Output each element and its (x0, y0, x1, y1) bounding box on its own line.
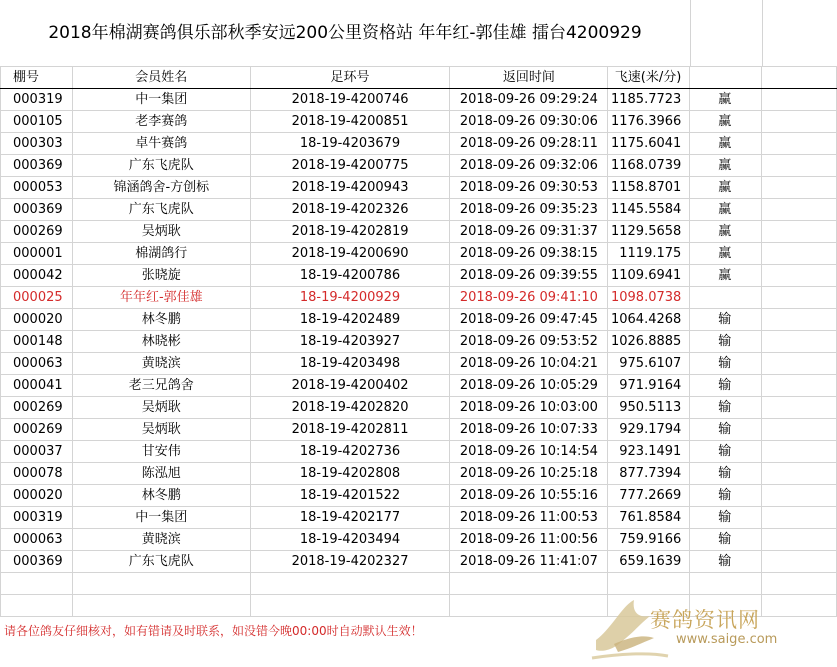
table-cell (762, 529, 837, 551)
table-cell (72, 573, 250, 595)
table-cell: 18-19-4202177 (250, 507, 450, 529)
table-cell (762, 463, 837, 485)
table-cell: 950.5113 (608, 397, 690, 419)
table-cell: 2018-09-26 09:30:06 (450, 111, 608, 133)
table-cell: 吴炳耿 (72, 221, 250, 243)
table-row (1, 111, 837, 133)
table-cell: 输 (690, 353, 762, 375)
table-cell: 000037 (1, 441, 73, 463)
table-cell: 000025 (1, 287, 73, 309)
table-cell: 输 (690, 419, 762, 441)
table-cell: 000148 (1, 331, 73, 353)
table-cell: 000041 (1, 375, 73, 397)
table-cell: 输 (690, 331, 762, 353)
table-row (1, 573, 837, 595)
column-header: 足环号 (250, 67, 450, 89)
table-cell: 黄晓滨 (72, 529, 250, 551)
table-cell (762, 485, 837, 507)
table-cell: 赢 (690, 111, 762, 133)
table-cell: 2018-09-26 09:31:37 (450, 221, 608, 243)
table-cell: 1145.5584 (608, 199, 690, 221)
table-cell: 1129.5658 (608, 221, 690, 243)
table-cell: 877.7394 (608, 463, 690, 485)
sheet-title: 2018年棉湖赛鸽俱乐部秋季安远200公里资格站 年年红-郭佳雄 擂台4200929 (48, 23, 642, 43)
table-row (1, 441, 837, 463)
table-cell: 输 (690, 463, 762, 485)
table-cell: 2018-09-26 11:00:53 (450, 507, 608, 529)
table-cell: 1185.7723 (608, 89, 690, 111)
table-row (1, 353, 837, 375)
table-cell (762, 111, 837, 133)
table-cell: 18-19-4203927 (250, 331, 450, 353)
table-cell: 2018-09-26 09:47:45 (450, 309, 608, 331)
table-cell: 000319 (1, 507, 73, 529)
table-cell: 777.2669 (608, 485, 690, 507)
table-cell: 18-19-4203498 (250, 353, 450, 375)
notice-text: 请各位鸽友仔细核对，如有错请及时联系，如没错今晚00:00时自动默认生效！ (4, 624, 423, 638)
table-cell: 000001 (1, 243, 73, 265)
table-cell: 老三兄鸽舍 (72, 375, 250, 397)
table-cell: 000269 (1, 397, 73, 419)
table-cell: 输 (690, 485, 762, 507)
table-cell: 2018-09-26 09:32:06 (450, 155, 608, 177)
table-cell: 000053 (1, 177, 73, 199)
table-cell (762, 287, 837, 309)
table-cell: 棉湖鸽行 (72, 243, 250, 265)
column-header (690, 67, 762, 89)
table-cell (762, 419, 837, 441)
table-cell: 林晓彬 (72, 331, 250, 353)
table-cell (762, 199, 837, 221)
table-cell (762, 397, 837, 419)
table-cell: 761.8584 (608, 507, 690, 529)
table-row (1, 507, 837, 529)
watermark-url: www.saige.com (676, 632, 778, 647)
table-cell: 广东飞虎队 (72, 155, 250, 177)
table-cell: 000063 (1, 529, 73, 551)
table-cell: 输 (690, 309, 762, 331)
table-cell: 2018-19-4202819 (250, 221, 450, 243)
table-cell: 2018-09-26 11:00:56 (450, 529, 608, 551)
table-cell: 输 (690, 441, 762, 463)
table-cell: 中一集团 (72, 507, 250, 529)
table-cell: 林冬鹏 (72, 309, 250, 331)
table-cell (690, 287, 762, 309)
table-cell (762, 309, 837, 331)
table-row (1, 265, 837, 287)
table-cell: 2018-09-26 10:04:21 (450, 353, 608, 375)
grid-line (690, 0, 691, 66)
table-cell: 000105 (1, 111, 73, 133)
table-cell: 1098.0738 (608, 287, 690, 309)
table-cell: 2018-19-4202326 (250, 199, 450, 221)
table-cell: 000020 (1, 485, 73, 507)
table-cell: 林冬鹏 (72, 485, 250, 507)
table-cell: 2018-19-4200775 (250, 155, 450, 177)
table-cell: 000063 (1, 353, 73, 375)
table-cell: 输 (690, 507, 762, 529)
table-cell: 锦涵鸽舍-方创标 (72, 177, 250, 199)
table-cell (762, 441, 837, 463)
table-row (1, 419, 837, 441)
table-cell: 18-19-4202736 (250, 441, 450, 463)
table-cell: 18-19-4201522 (250, 485, 450, 507)
table-cell (762, 177, 837, 199)
table-cell (72, 595, 250, 617)
table-cell: 2018-19-4200943 (250, 177, 450, 199)
table-cell: 2018-19-4202811 (250, 419, 450, 441)
table-cell (762, 265, 837, 287)
table-cell (690, 573, 762, 595)
table-cell (762, 133, 837, 155)
table-cell (762, 507, 837, 529)
table-cell: 971.9164 (608, 375, 690, 397)
table-row (1, 529, 837, 551)
table-row (1, 199, 837, 221)
table-cell: 赢 (690, 89, 762, 111)
table-row (1, 89, 837, 111)
table-cell: 赢 (690, 199, 762, 221)
table-cell: 000269 (1, 221, 73, 243)
table-cell: 陈泓旭 (72, 463, 250, 485)
table-cell: 赢 (690, 265, 762, 287)
table-cell: 2018-19-4202327 (250, 551, 450, 573)
table-cell: 2018-09-26 09:28:11 (450, 133, 608, 155)
table-cell: 2018-09-26 09:30:53 (450, 177, 608, 199)
table-cell (762, 551, 837, 573)
table-row (1, 287, 837, 309)
table-cell: 甘安伟 (72, 441, 250, 463)
table-cell: 000369 (1, 199, 73, 221)
table-cell: 赢 (690, 155, 762, 177)
table-cell: 000303 (1, 133, 73, 155)
table-cell (450, 573, 608, 595)
table-row (1, 133, 837, 155)
table-cell: 1064.4268 (608, 309, 690, 331)
table-row (1, 243, 837, 265)
table-cell: 000078 (1, 463, 73, 485)
table-cell: 2018-19-4200746 (250, 89, 450, 111)
table-row (1, 155, 837, 177)
table-cell (608, 573, 690, 595)
table-cell: 1168.0739 (608, 155, 690, 177)
table-cell: 1176.3966 (608, 111, 690, 133)
table-cell: 2018-09-26 09:29:24 (450, 89, 608, 111)
table-cell: 1158.8701 (608, 177, 690, 199)
table-cell: 975.6107 (608, 353, 690, 375)
table-cell: 000269 (1, 419, 73, 441)
table-cell (250, 573, 450, 595)
table-cell: 输 (690, 397, 762, 419)
table-cell: 广东飞虎队 (72, 551, 250, 573)
table-cell (762, 89, 837, 111)
table-cell: 18-19-4202808 (250, 463, 450, 485)
table-row (1, 221, 837, 243)
table-cell: 2018-19-4202820 (250, 397, 450, 419)
watermark-name: 赛鸽资讯网 (650, 608, 760, 632)
table-cell: 2018-09-26 09:39:55 (450, 265, 608, 287)
table-cell: 929.1794 (608, 419, 690, 441)
table-cell: 000042 (1, 265, 73, 287)
table-cell: 1026.8885 (608, 331, 690, 353)
table-cell (1, 573, 73, 595)
table-cell (762, 221, 837, 243)
table-cell: 吴炳耿 (72, 419, 250, 441)
table-cell: 中一集团 (72, 89, 250, 111)
table-cell (762, 243, 837, 265)
table-cell: 18-19-4203679 (250, 133, 450, 155)
table-row (1, 331, 837, 353)
table-cell: 1109.6941 (608, 265, 690, 287)
table-cell (1, 595, 73, 617)
table-cell: 输 (690, 375, 762, 397)
results-table (0, 66, 837, 617)
table-cell: 赢 (690, 243, 762, 265)
table-row (1, 309, 837, 331)
column-header: 飞速(米/分) (608, 67, 690, 89)
table-cell: 000319 (1, 89, 73, 111)
table-cell (250, 595, 450, 617)
table-cell: 000369 (1, 551, 73, 573)
table-cell: 18-19-4203494 (250, 529, 450, 551)
table-cell: 2018-09-26 09:38:15 (450, 243, 608, 265)
table-cell: 2018-19-4200851 (250, 111, 450, 133)
table-cell: 2018-09-26 09:41:10 (450, 287, 608, 309)
table-cell: 老李赛鸽 (72, 111, 250, 133)
table-cell (762, 155, 837, 177)
column-header: 棚号 (1, 67, 73, 89)
table-cell: 输 (690, 551, 762, 573)
table-cell: 赢 (690, 133, 762, 155)
table-cell: 2018-09-26 09:53:52 (450, 331, 608, 353)
table-cell: 2018-09-26 10:07:33 (450, 419, 608, 441)
column-header: 返回时间 (450, 67, 608, 89)
table-cell (762, 353, 837, 375)
table-cell: 759.9166 (608, 529, 690, 551)
table-cell: 18-19-4200786 (250, 265, 450, 287)
table-cell: 18-19-4202489 (250, 309, 450, 331)
table-cell: 2018-19-4200690 (250, 243, 450, 265)
grid-line (762, 0, 763, 66)
table-cell (762, 331, 837, 353)
table-cell: 000020 (1, 309, 73, 331)
table-cell: 2018-09-26 10:55:16 (450, 485, 608, 507)
table-cell (450, 595, 608, 617)
table-cell: 赢 (690, 221, 762, 243)
table-cell: 1119.175 (608, 243, 690, 265)
table-cell: 输 (690, 529, 762, 551)
table-cell: 2018-09-26 10:14:54 (450, 441, 608, 463)
table-row (1, 551, 837, 573)
table-cell: 卓牛赛鸽 (72, 133, 250, 155)
table-row (1, 397, 837, 419)
table-cell (762, 375, 837, 397)
table-cell: 吴炳耿 (72, 397, 250, 419)
column-header (762, 67, 837, 89)
table-cell: 2018-19-4200402 (250, 375, 450, 397)
table-cell: 1175.6041 (608, 133, 690, 155)
table-header-row (1, 67, 837, 89)
table-row (1, 375, 837, 397)
table-cell: 黄晓滨 (72, 353, 250, 375)
table-cell: 923.1491 (608, 441, 690, 463)
table-cell: 赢 (690, 177, 762, 199)
table-cell: 年年红-郭佳雄 (72, 287, 250, 309)
table-cell: 2018-09-26 09:35:23 (450, 199, 608, 221)
table-cell (762, 573, 837, 595)
column-header: 会员姓名 (72, 67, 250, 89)
table-cell: 2018-09-26 10:25:18 (450, 463, 608, 485)
table-cell: 广东飞虎队 (72, 199, 250, 221)
table-cell: 张晓旋 (72, 265, 250, 287)
table-cell: 18-19-4200929 (250, 287, 450, 309)
table-cell: 2018-09-26 11:41:07 (450, 551, 608, 573)
table-cell: 659.1639 (608, 551, 690, 573)
table-cell: 2018-09-26 10:05:29 (450, 375, 608, 397)
table-row (1, 485, 837, 507)
table-row (1, 463, 837, 485)
table-row (1, 177, 837, 199)
table-cell: 000369 (1, 155, 73, 177)
table-cell: 2018-09-26 10:03:00 (450, 397, 608, 419)
